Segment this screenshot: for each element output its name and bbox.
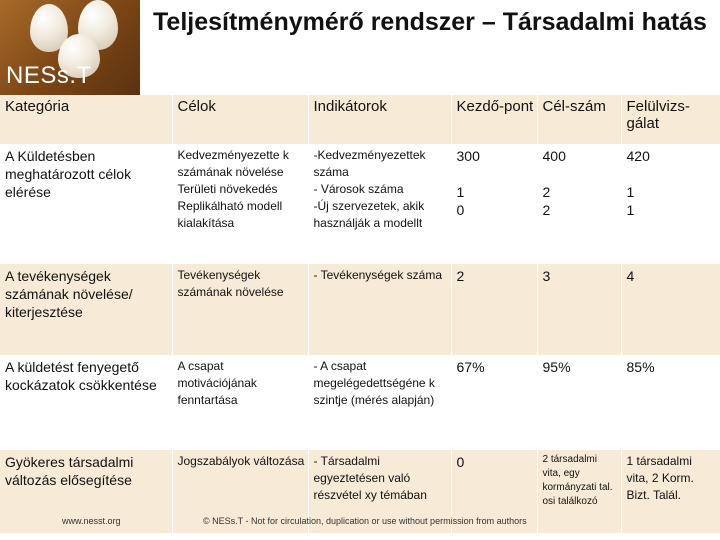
logo <box>0 0 140 95</box>
row-start-values <box>451 144 537 264</box>
target-value: 2 <box>542 202 551 218</box>
review-value: 1 társadalmi vita, 2 Korm. Bizt. Talál. <box>621 450 720 533</box>
table-row <box>0 355 720 450</box>
target-value: 2 társadalmi vita, egy kormányzati tal. osi találkozó <box>537 450 621 533</box>
review-value: 85% <box>621 355 720 450</box>
review-value: 1 <box>626 184 635 200</box>
start-value: 1 <box>456 184 465 200</box>
table-row <box>0 264 720 355</box>
row-category: A tevékenységek számának növelése/ kiterjesztése <box>0 264 172 355</box>
start-value: 0 <box>456 202 465 218</box>
table-row <box>0 144 720 264</box>
table-header-row <box>0 95 720 144</box>
header-kategoria: Kategória <box>0 95 172 144</box>
review-value: 420 <box>626 148 650 164</box>
row-goals: Jogszabályok változása <box>172 450 308 533</box>
row-category: Gyökeres társadalmi változás elősegítése <box>0 450 172 533</box>
indicator-item: -Kedvezményezettek száma <box>313 148 426 179</box>
target-value: 2 <box>542 184 551 200</box>
goal-item: Területi növekedés <box>177 182 278 196</box>
start-value: 67% <box>451 355 537 450</box>
review-value: 1 <box>626 202 635 218</box>
start-value: 0 <box>451 450 537 533</box>
indicator-item: -Új szervezetek, akik használják a modellt <box>313 199 425 230</box>
row-indicators <box>308 144 451 264</box>
footer-website: www.nesst.org <box>62 516 121 526</box>
header-celok: Célok <box>172 95 308 144</box>
target-value: 400 <box>542 148 566 164</box>
row-target-values <box>537 144 621 264</box>
indicator-item: - Városok száma <box>313 182 404 196</box>
logo-text: NESs.T <box>6 62 92 89</box>
start-value: 2 <box>451 264 537 355</box>
performance-table <box>0 95 720 533</box>
row-goals: A csapat motivációjának fenntartása <box>172 355 308 450</box>
row-goals: Tevékenységek számának növelése <box>172 264 308 355</box>
start-value: 300 <box>456 148 480 164</box>
header-kezdopont: Kezdő-pont <box>451 95 537 144</box>
target-value: 95% <box>537 355 621 450</box>
row-category: A küldetést fenyegető kockázatok csökkentése <box>0 355 172 450</box>
header-felulvizsgalat: Felülvizs-gálat <box>621 95 720 144</box>
review-value: 4 <box>621 264 720 355</box>
page-title: Teljesítménymérő rendszer – Társadalmi hatás <box>140 0 720 95</box>
header-indikatorok: Indikátorok <box>308 95 451 144</box>
row-indicators: - A csapat megelégedettségéne k szintje (mérés alapján) <box>308 355 451 450</box>
row-goals <box>172 144 308 264</box>
goal-item: Replikálható modell kialakítása <box>177 199 283 230</box>
row-category: A Küldetésben meghatározott célok elérése <box>0 144 172 264</box>
row-indicators: - Tevékenységek száma <box>308 264 451 355</box>
header-celszam: Cél-szám <box>537 95 621 144</box>
row-review-values <box>621 144 720 264</box>
target-value: 3 <box>537 264 621 355</box>
goal-item: Kedvezményezette k számának növelése <box>177 148 289 179</box>
row-indicators: - Társadalmi egyeztetésen való részvétel xy témában <box>308 450 451 533</box>
footer-copyright: © NESs.T - Not for circulation, duplication or use without permission from authors <box>203 516 527 526</box>
